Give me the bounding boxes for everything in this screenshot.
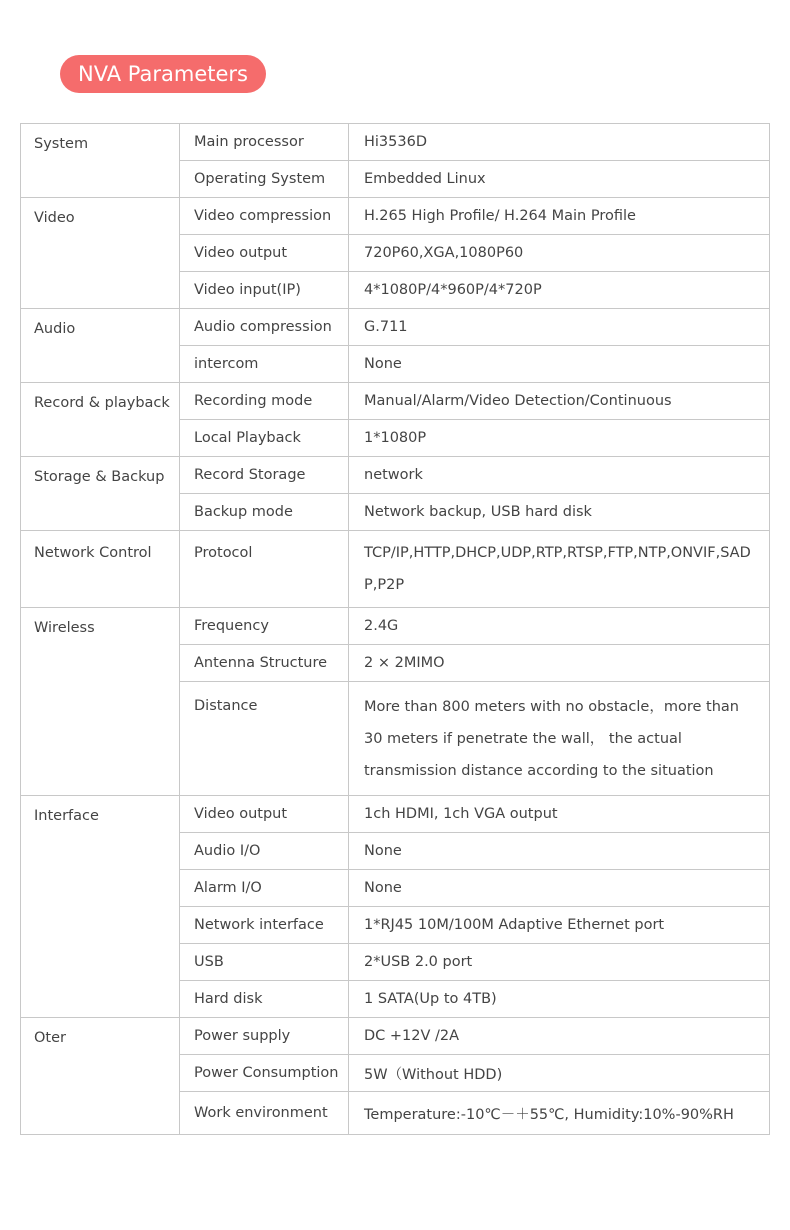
table-row (21, 1018, 770, 1055)
parameter-name: intercom (180, 346, 349, 383)
parameter-name: Alarm I/O (180, 870, 349, 907)
parameter-name: Operating System (180, 161, 349, 198)
parameter-value: 1*1080P (349, 420, 770, 457)
table-row (21, 796, 770, 833)
parameter-value: Embedded Linux (349, 161, 770, 198)
parameter-value: None (349, 346, 770, 383)
table-row (21, 198, 770, 235)
parameter-value: 2.4G (349, 608, 770, 645)
parameter-value: 2*USB 2.0 port (349, 944, 770, 981)
table-row (21, 383, 770, 420)
parameter-name: Hard disk (180, 981, 349, 1018)
parameter-name: Frequency (180, 608, 349, 645)
parameter-name: Audio I/O (180, 833, 349, 870)
parameter-name: Video output (180, 796, 349, 833)
parameter-name: Video output (180, 235, 349, 272)
parameter-name: Local Playback (180, 420, 349, 457)
table-row (21, 124, 770, 161)
parameter-name: Record Storage (180, 457, 349, 494)
parameter-name: Power Consumption (180, 1055, 349, 1092)
parameter-value: None (349, 833, 770, 870)
parameter-value: Manual/Alarm/Video Detection/Continuous (349, 383, 770, 420)
parameter-value: G.711 (349, 309, 770, 346)
parameter-value: 1*RJ45 10M/100M Adaptive Ethernet port (349, 907, 770, 944)
parameter-value: 5W（Without HDD) (349, 1055, 770, 1092)
parameter-value: H.265 High Profile/ H.264 Main Profile (349, 198, 770, 235)
category-cell: Video (21, 198, 180, 309)
parameter-value: Temperature:-10℃－＋55℃, Humidity:10%-90%RH (349, 1092, 770, 1135)
parameter-name: Distance (180, 682, 349, 796)
parameter-value: Hi3536D (349, 124, 770, 161)
parameter-value: More than 800 meters with no obstacle，more than 30 meters if penetrate the wall， the actual transmission distance according to the situation (349, 682, 770, 796)
parameter-value: network (349, 457, 770, 494)
category-cell: Record & playback (21, 383, 180, 457)
parameter-name: Main processor (180, 124, 349, 161)
parameter-name: Backup mode (180, 494, 349, 531)
parameters-table (20, 123, 770, 1135)
category-cell: Network Control (21, 531, 180, 608)
table-row (21, 608, 770, 645)
parameter-name: Recording mode (180, 383, 349, 420)
table-row (21, 531, 770, 608)
parameter-name: Video input(IP) (180, 272, 349, 309)
parameter-value: None (349, 870, 770, 907)
parameter-name: Work environment (180, 1092, 349, 1135)
page-title: NVA Parameters (60, 55, 266, 93)
parameter-name: USB (180, 944, 349, 981)
parameter-value: DC +12V /2A (349, 1018, 770, 1055)
category-cell: Wireless (21, 608, 180, 796)
parameter-value: 4*1080P/4*960P/4*720P (349, 272, 770, 309)
category-cell: System (21, 124, 180, 198)
category-cell: Interface (21, 796, 180, 1018)
parameter-name: Power supply (180, 1018, 349, 1055)
table-row (21, 457, 770, 494)
parameter-value: TCP/IP,HTTP,DHCP,UDP,RTP,RTSP,FTP,NTP,ONVIF,SADP,P2P (349, 531, 770, 608)
parameter-name: Antenna Structure (180, 645, 349, 682)
table-row (21, 309, 770, 346)
parameter-value: Network backup, USB hard disk (349, 494, 770, 531)
parameter-value: 720P60,XGA,1080P60 (349, 235, 770, 272)
parameter-name: Network interface (180, 907, 349, 944)
category-cell: Audio (21, 309, 180, 383)
parameter-name: Video compression (180, 198, 349, 235)
parameter-name: Protocol (180, 531, 349, 608)
parameter-value: 1 SATA(Up to 4TB) (349, 981, 770, 1018)
parameter-name: Audio compression (180, 309, 349, 346)
category-cell: Storage & Backup (21, 457, 180, 531)
category-cell: Oter (21, 1018, 180, 1135)
parameter-value: 2 × 2MIMO (349, 645, 770, 682)
parameter-value: 1ch HDMI, 1ch VGA output (349, 796, 770, 833)
